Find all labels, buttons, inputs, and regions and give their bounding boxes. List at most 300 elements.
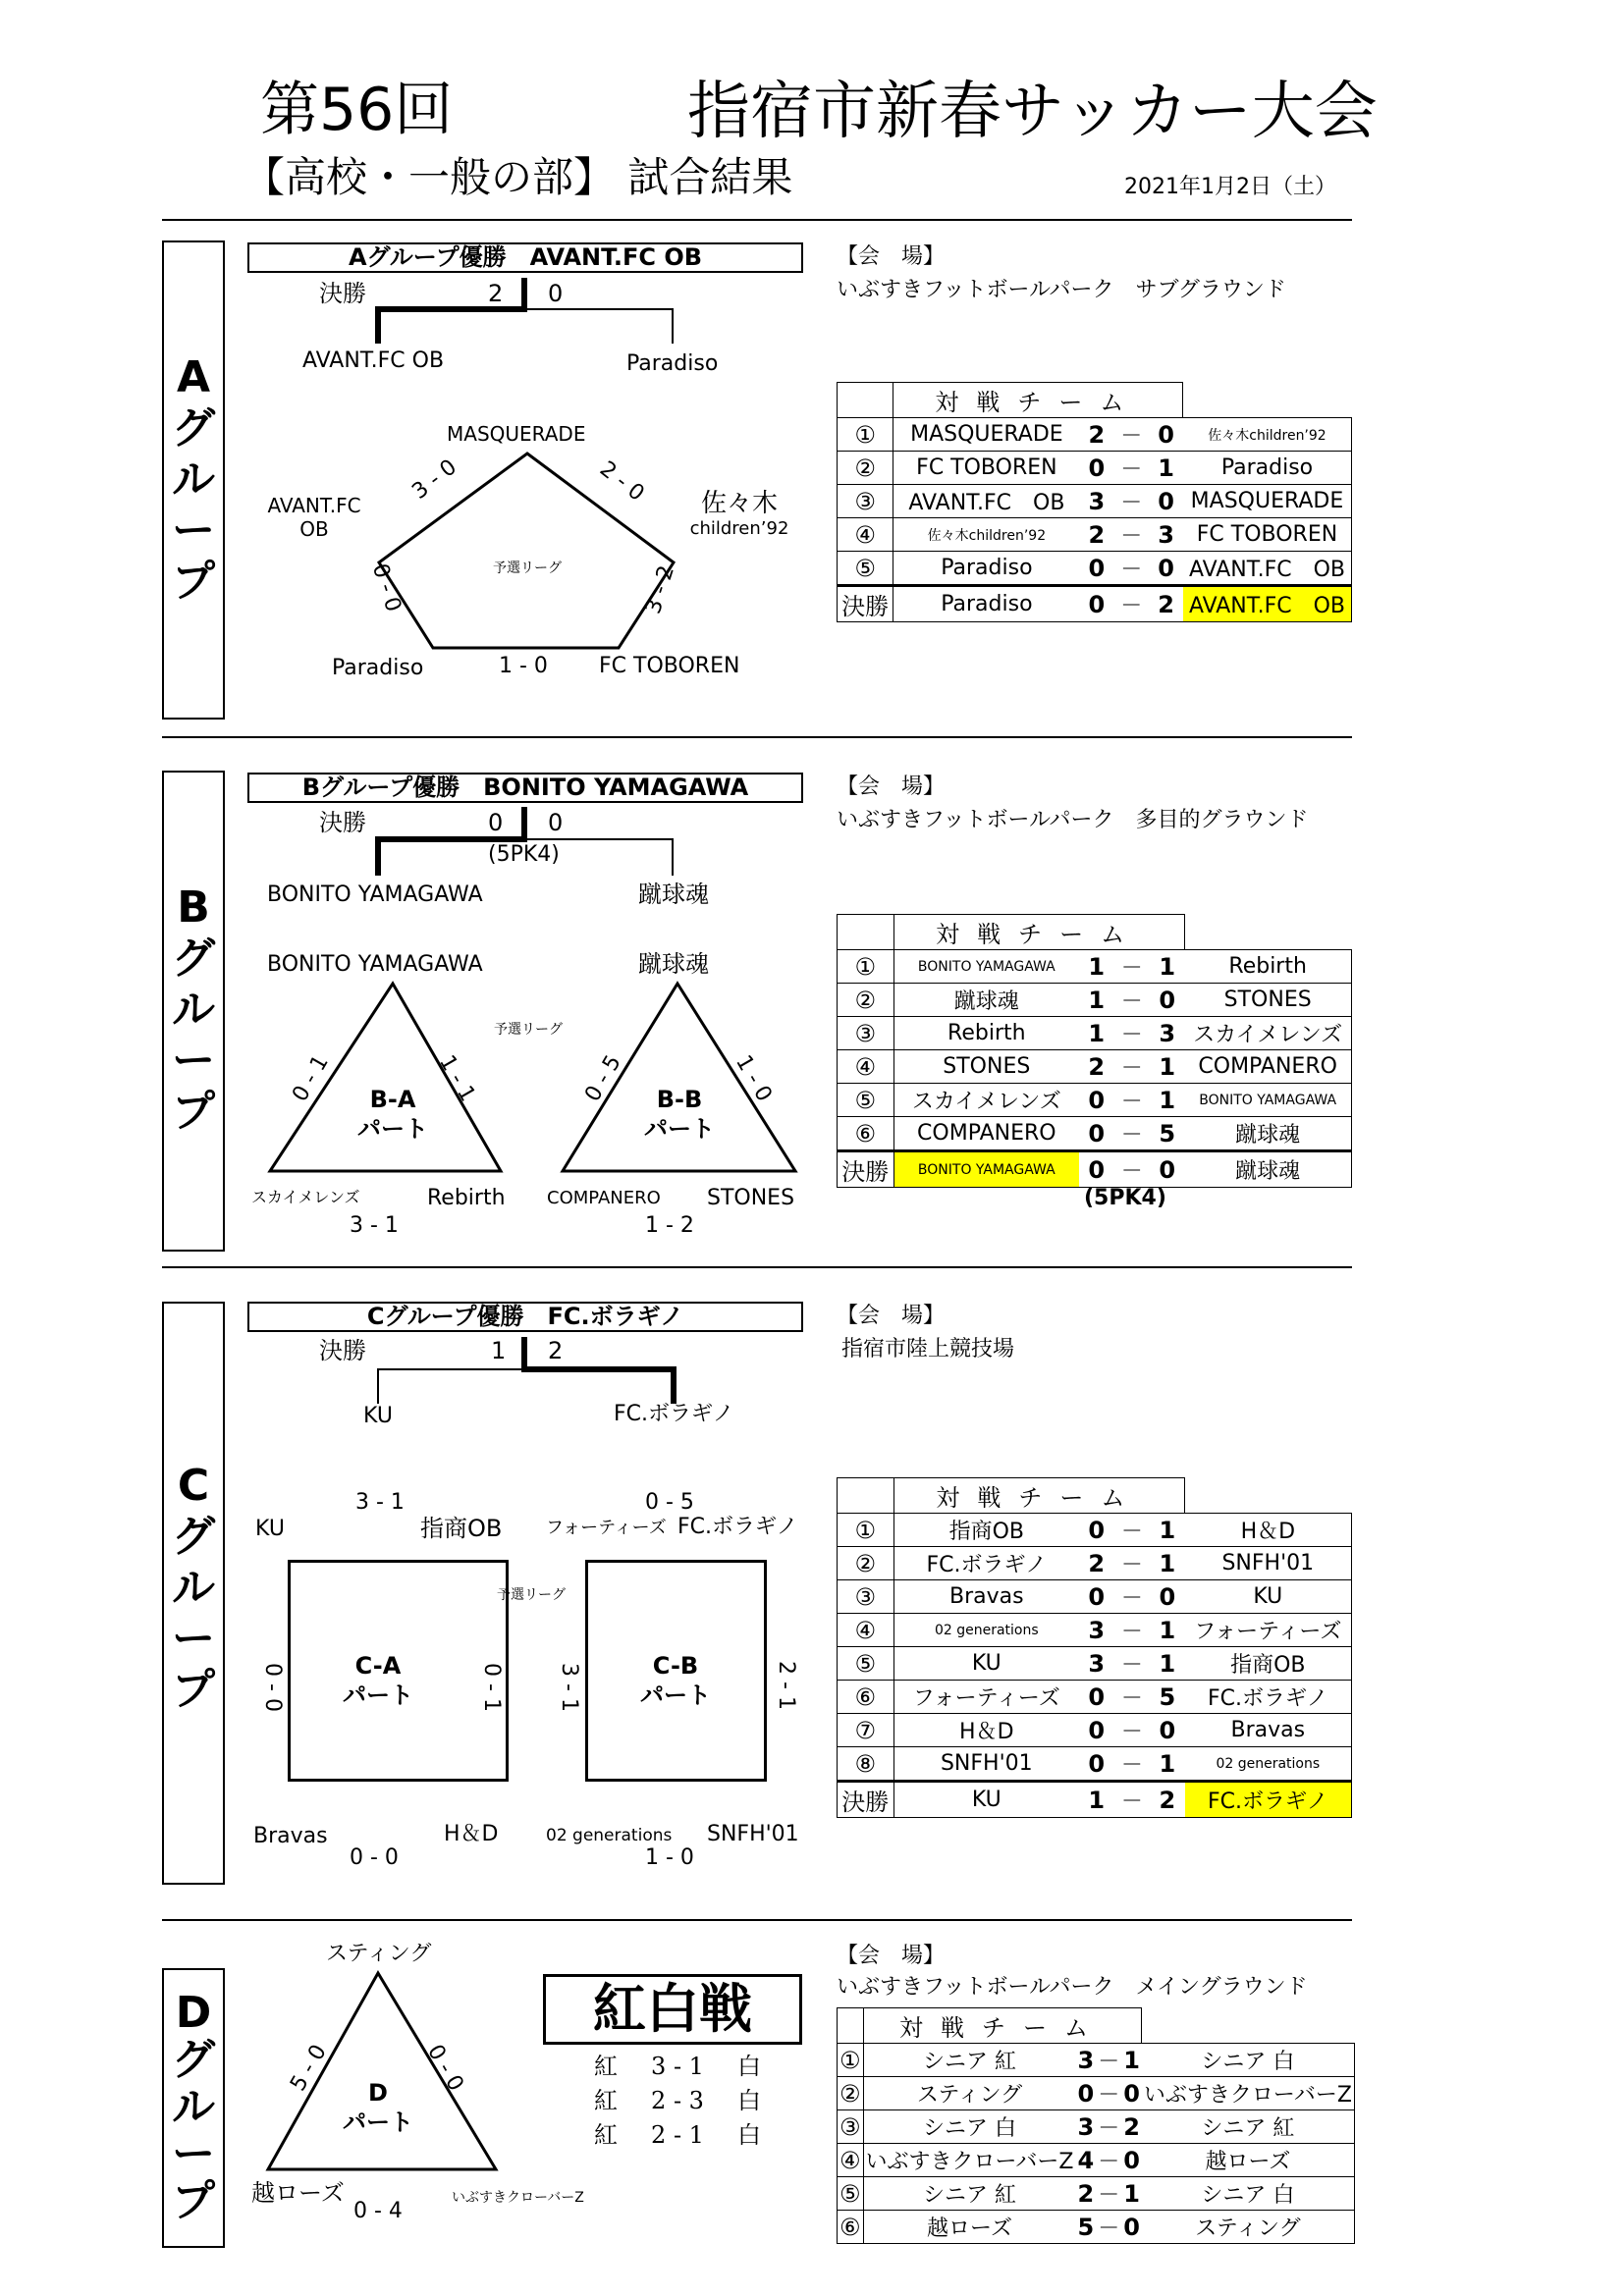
score-a: 3: [1076, 2110, 1097, 2144]
team-a: 蹴球魂: [893, 984, 1079, 1017]
score-b: 1: [1121, 2177, 1142, 2211]
group-c-results-table: [837, 1477, 1352, 1818]
score-b: 3: [1150, 1017, 1184, 1050]
score-a: 0: [1079, 1714, 1113, 1747]
score-a: 0: [1079, 1747, 1113, 1782]
score-dash: －: [1113, 1782, 1150, 1818]
group-a-side-label: A グ ル ー プ: [162, 240, 225, 720]
score-dash: －: [1113, 418, 1149, 452]
match-number: 決勝: [838, 1782, 894, 1818]
score-dash: －: [1113, 1580, 1150, 1614]
score-dash: －: [1113, 552, 1149, 586]
score-b: 1: [1150, 1547, 1184, 1580]
tri-b-left-score: 0 - 5: [580, 1050, 626, 1106]
tri-b-bottom-right-team: STONES: [707, 1186, 795, 1210]
table-row: [838, 586, 1352, 622]
table-header: 対戦チーム: [893, 1478, 1185, 1514]
table-row: [838, 2077, 1355, 2110]
team-b: SNFH'01: [1185, 1547, 1352, 1580]
team-a: フォーティーズ: [893, 1681, 1079, 1714]
c-a-left-score: 0 - 0: [259, 1663, 285, 1712]
score-b: 0: [1149, 485, 1183, 518]
team-b: 佐々木children’92: [1183, 418, 1352, 452]
table-row: [838, 984, 1352, 1017]
league-label: 予選リーグ: [493, 561, 562, 576]
table-row: [838, 2211, 1355, 2244]
table-row: [838, 1117, 1352, 1151]
score-dash: －: [1096, 2144, 1121, 2177]
group-a-results-table: [837, 382, 1352, 622]
table-row: [838, 1151, 1352, 1188]
team-a: Rebirth: [893, 1017, 1079, 1050]
team-b: 02 generations: [1185, 1747, 1352, 1782]
team-a: 02 generations: [893, 1614, 1079, 1647]
team-b: MASQUERADE: [1183, 485, 1352, 518]
divider: [162, 1266, 1352, 1268]
score-dash: －: [1096, 2077, 1121, 2110]
score-b: 3: [1149, 518, 1183, 552]
table-row: [838, 518, 1352, 552]
table-row: [838, 1580, 1352, 1614]
match-number: ⑤: [838, 552, 893, 586]
match-number: ③: [838, 1017, 894, 1050]
divider: [162, 219, 1352, 221]
team-b: Bravas: [1185, 1714, 1352, 1747]
date-label: 2021年1月2日（土）: [1124, 175, 1336, 199]
score-a: 2: [1079, 418, 1113, 452]
c-a-bottom-right-team: H＆D: [444, 1822, 499, 1846]
score-dash: －: [1113, 1714, 1150, 1747]
table-header: 対戦チーム: [893, 383, 1183, 418]
score-a: 2: [1079, 1050, 1113, 1084]
kohaku-list: 紅 3 - 1 白 紅 2 - 3 白 紅 2 - 1 白: [594, 2053, 761, 2149]
team-b: FC.ボラギノ: [1185, 1681, 1352, 1714]
tri-b-top-team: 蹴球魂: [638, 950, 709, 978]
team-a: KU: [893, 1782, 1079, 1818]
venue-name: 指宿市陸上競技場: [841, 1337, 1015, 1362]
table-row: [838, 950, 1352, 984]
score-a: 0: [1079, 1117, 1113, 1151]
team-a: FC TOBOREN: [893, 452, 1080, 485]
final-left-team: BONITO YAMAGAWA: [267, 882, 483, 907]
tri-a-left-score: 0 - 1: [288, 1050, 334, 1106]
team-b: COMPANERO: [1184, 1050, 1351, 1084]
c-a-right-score: 0 - 1: [478, 1663, 504, 1712]
c-a-top-left-team: KU: [255, 1517, 285, 1541]
c-b-top-score: 0 - 5: [645, 1490, 694, 1515]
pent-bottom-left-team: Paradiso: [332, 656, 424, 680]
c-b-left-score: 3 - 1: [556, 1663, 581, 1712]
score-b: 1: [1150, 1050, 1184, 1084]
score-dash: －: [1113, 1117, 1150, 1151]
score-dash: －: [1096, 2110, 1121, 2144]
team-a: MASQUERADE: [893, 418, 1080, 452]
score-dash: －: [1113, 1084, 1150, 1117]
table-row: [838, 1017, 1352, 1050]
c-b-bottom-right-team: SNFH'01: [707, 1822, 799, 1846]
table-row: [838, 1547, 1352, 1580]
c-b-top-right-team: FC.ボラギノ: [677, 1515, 798, 1539]
team-a: BONITO YAMAGAWA: [893, 950, 1079, 984]
score-dash: －: [1113, 1614, 1150, 1647]
match-number: ①: [838, 1514, 894, 1547]
final-right-team: FC.ボラギノ: [614, 1402, 734, 1426]
final-right-score: 0: [548, 280, 564, 307]
team-a: STONES: [893, 1050, 1079, 1084]
score-dash: －: [1113, 586, 1149, 622]
score-a: 0: [1079, 1151, 1113, 1188]
score-a: 1: [1079, 1017, 1113, 1050]
team-a: いぶすきクローバーZ: [863, 2144, 1075, 2177]
team-b: シニア 紅: [1142, 2110, 1354, 2144]
c-a-top-right-team: 指商OB: [420, 1515, 503, 1542]
final-left-team: AVANT.FC OB: [302, 348, 445, 373]
table-header: 対戦チーム: [863, 2008, 1142, 2044]
match-number: ⑤: [838, 1647, 894, 1681]
team-b: 蹴球魂: [1184, 1117, 1351, 1151]
tri-b-bottom-score: 1 - 2: [645, 1213, 694, 1238]
match-number: 決勝: [838, 586, 893, 622]
score-left: 0 - 0: [366, 561, 406, 615]
divider: [162, 736, 1352, 738]
team-b: いぶすきクローバーZ: [1142, 2077, 1354, 2110]
team-b: 越ローズ: [1142, 2144, 1354, 2177]
team-b: 蹴球魂: [1184, 1151, 1351, 1188]
group-c-side-label: C グ ル ー プ: [162, 1302, 225, 1885]
team-b: BONITO YAMAGAWA: [1184, 1084, 1351, 1117]
table-corner: [838, 2008, 864, 2044]
score-a: 1: [1079, 1782, 1113, 1818]
table-row: [838, 1747, 1352, 1782]
team-b: Rebirth: [1184, 950, 1351, 984]
league-label: 予選リーグ: [497, 1587, 566, 1603]
score-a: 3: [1079, 485, 1113, 518]
team-b: FC TOBOREN: [1183, 518, 1352, 552]
c-a-bottom-score: 0 - 0: [350, 1845, 399, 1870]
score-dash: －: [1096, 2211, 1121, 2244]
score-dash: －: [1113, 984, 1150, 1017]
c-a-top-score: 3 - 1: [355, 1490, 405, 1515]
group-b-side-label: B グ ル ー プ: [162, 771, 225, 1252]
c-b-bottom-left-team: 02 generations: [546, 1826, 673, 1845]
table-row: [838, 552, 1352, 586]
team-a: Paradiso: [893, 586, 1080, 622]
final-label: 決勝: [319, 1337, 366, 1364]
score-dash: －: [1113, 1514, 1150, 1547]
team-b: シニア 白: [1142, 2044, 1354, 2077]
venue-name: いぶすきフットボールパーク 多目的グラウンド: [837, 808, 1309, 832]
match-number: ②: [838, 452, 893, 485]
match-number: ④: [838, 1050, 894, 1084]
table-header: 対戦チーム: [893, 915, 1184, 950]
table-row: [838, 1714, 1352, 1747]
team-a: Paradiso: [893, 552, 1080, 586]
score-dash: －: [1113, 1017, 1150, 1050]
team-a: シニア 紅: [863, 2177, 1075, 2211]
c-a-name: C-A パート: [343, 1652, 413, 1709]
score-b: 0: [1121, 2211, 1142, 2244]
score-b: 0: [1150, 1151, 1184, 1188]
team-a: シニア 白: [863, 2110, 1075, 2144]
match-number: ④: [838, 2144, 864, 2177]
team-b: スティング: [1142, 2211, 1354, 2244]
table-row: [838, 1782, 1352, 1818]
score-a: 2: [1079, 1547, 1113, 1580]
table-row: [838, 1050, 1352, 1084]
score-dash: －: [1113, 452, 1149, 485]
final-right-team: Paradiso: [626, 351, 719, 376]
team-a: シニア 紅: [863, 2044, 1075, 2077]
score-a: 2: [1076, 2177, 1097, 2211]
team-b: AVANT.FC OB: [1183, 552, 1352, 586]
team-b: Paradiso: [1183, 452, 1352, 485]
table-row: [838, 2110, 1355, 2144]
score-bottom: 1 - 0: [499, 654, 548, 678]
score-dash: －: [1113, 1681, 1150, 1714]
venue-label: 【会 場】: [837, 244, 946, 269]
team-b: KU: [1185, 1580, 1352, 1614]
team-a: スカイメレンズ: [893, 1084, 1079, 1117]
score-dash: －: [1113, 1050, 1150, 1084]
table-row: [838, 1681, 1352, 1714]
pk-under-table: (5PK4): [1084, 1186, 1166, 1210]
pent-top-team: MASQUERADE: [447, 422, 586, 446]
team-a: KU: [893, 1647, 1079, 1681]
d-left-score: 5 - 0: [286, 2040, 332, 2096]
match-number: 決勝: [838, 1151, 894, 1188]
score-a: 0: [1079, 552, 1113, 586]
match-number: ②: [838, 2077, 864, 2110]
group-c-champion: Cグループ優勝 FC.ボラギノ: [247, 1302, 803, 1332]
final-right-team: 蹴球魂: [638, 881, 709, 908]
match-number: ⑦: [838, 1714, 894, 1747]
table-corner: [838, 1478, 894, 1514]
divider: [162, 1919, 1352, 1921]
team-b: スカイメレンズ: [1184, 1017, 1351, 1050]
final-right-score: 0: [548, 809, 564, 836]
score-dash: －: [1113, 518, 1149, 552]
team-a: Bravas: [893, 1580, 1079, 1614]
d-bottom-score: 0 - 4: [353, 2199, 403, 2223]
score-a: 0: [1079, 586, 1113, 622]
final-left-score: 0: [488, 809, 504, 836]
page-title: 指宿市新春サッカー大会: [687, 76, 1378, 148]
pent-left-team: AVANT.FC OB: [267, 494, 361, 541]
match-number: ⑥: [838, 2211, 864, 2244]
score-b: 5: [1150, 1681, 1184, 1714]
table-row: [838, 1647, 1352, 1681]
final-right-score: 2: [548, 1337, 564, 1364]
pent-right-team: 佐々木 children’92: [689, 489, 789, 539]
score-top-right: 2 - 0: [594, 456, 649, 507]
d-right-score: 0 - 0: [422, 2040, 468, 2096]
tri-b-bottom-left-team: COMPANERO: [547, 1188, 661, 1208]
group-d-side-label: D グ ル ー プ: [162, 1968, 225, 2248]
final-left-team: KU: [363, 1404, 393, 1428]
score-b: 2: [1150, 1782, 1184, 1818]
table-row: [838, 1514, 1352, 1547]
score-dash: －: [1113, 485, 1149, 518]
c-b-top-left-team: フォーティーズ: [546, 1518, 667, 1538]
venue-label: 【会 場】: [837, 1304, 946, 1328]
team-a: COMPANERO: [893, 1117, 1079, 1151]
team-a: FC.ボラギノ: [893, 1547, 1079, 1580]
venue-name: いぶすきフットボールパーク サブグラウンド: [837, 278, 1286, 302]
match-number: ③: [838, 485, 893, 518]
final-label: 決勝: [319, 809, 366, 836]
edition-label: 第56回: [260, 76, 454, 144]
score-a: 3: [1079, 1647, 1113, 1681]
group-a-champion: Aグループ優勝 AVANT.FC OB: [247, 242, 803, 273]
team-b: AVANT.FC OB: [1183, 586, 1352, 622]
match-number: ③: [838, 2110, 864, 2144]
match-number: ⑥: [838, 1117, 894, 1151]
c-a-bottom-left-team: Bravas: [253, 1824, 328, 1848]
group-d-results-table: [837, 2007, 1355, 2244]
table-row: [838, 2177, 1355, 2211]
score-b: 0: [1149, 552, 1183, 586]
match-number: ④: [838, 1614, 894, 1647]
score-b: 1: [1150, 1514, 1184, 1547]
score-a: 4: [1076, 2144, 1097, 2177]
team-a: SNFH'01: [893, 1747, 1079, 1782]
score-b: 1: [1121, 2044, 1142, 2077]
score-dash: －: [1113, 1151, 1150, 1188]
table-row: [838, 1614, 1352, 1647]
final-pk-label: (5PK4): [488, 842, 560, 867]
page-subtitle: 【高校・一般の部】 試合結果: [244, 153, 793, 201]
score-dash: －: [1113, 950, 1150, 984]
team-a: H＆D: [893, 1714, 1079, 1747]
team-a: スティング: [863, 2077, 1075, 2110]
tri-a-bottom-score: 3 - 1: [350, 1213, 399, 1238]
match-number: ①: [838, 418, 893, 452]
table-row: [838, 485, 1352, 518]
score-a: 1: [1079, 950, 1113, 984]
score-dash: －: [1096, 2177, 1121, 2211]
score-b: 1: [1150, 1747, 1184, 1782]
match-number: ②: [838, 984, 894, 1017]
score-b: 0: [1150, 984, 1184, 1017]
final-label: 決勝: [319, 280, 366, 307]
team-a: 越ローズ: [863, 2211, 1075, 2244]
table-row: [838, 2144, 1355, 2177]
team-a: AVANT.FC OB: [893, 485, 1080, 518]
score-b: 1: [1149, 452, 1183, 485]
d-name: D パート: [343, 2079, 413, 2136]
match-number: ④: [838, 518, 893, 552]
team-a: 指商OB: [893, 1514, 1079, 1547]
team-b: シニア 白: [1142, 2177, 1354, 2211]
d-bottom-left-team: 越ローズ: [251, 2179, 345, 2207]
score-a: 0: [1079, 1514, 1113, 1547]
match-number: ③: [838, 1580, 894, 1614]
match-number: ②: [838, 1547, 894, 1580]
table-row: [838, 1084, 1352, 1117]
score-a: 0: [1079, 1084, 1113, 1117]
table-row: [838, 418, 1352, 452]
score-right: 3 - 2: [640, 562, 680, 617]
table-corner: [838, 915, 894, 950]
match-number: ⑥: [838, 1681, 894, 1714]
team-b: 指商OB: [1185, 1647, 1352, 1681]
score-a: 0: [1079, 452, 1113, 485]
d-top-team: スティング: [326, 1942, 432, 1966]
match-number: ⑧: [838, 1747, 894, 1782]
score-b: 0: [1121, 2077, 1142, 2110]
kohaku-title: 紅白戦: [543, 1974, 802, 2045]
match-number: ⑤: [838, 2177, 864, 2211]
team-b: フォーティーズ: [1185, 1614, 1352, 1647]
group-b-champion: Bグループ優勝 BONITO YAMAGAWA: [247, 773, 803, 803]
score-b: 0: [1150, 1580, 1184, 1614]
team-a: BONITO YAMAGAWA: [893, 1151, 1079, 1188]
score-b: 2: [1121, 2110, 1142, 2144]
team-b: STONES: [1184, 984, 1351, 1017]
tri-b-name: B-B パート: [644, 1086, 715, 1143]
tri-a-name: B-A パート: [357, 1086, 428, 1143]
final-left-score: 1: [491, 1337, 507, 1364]
score-a: 3: [1076, 2044, 1097, 2077]
c-b-right-score: 2 - 1: [773, 1661, 798, 1710]
score-a: 0: [1076, 2077, 1097, 2110]
score-a: 0: [1079, 1681, 1113, 1714]
table-row: [838, 2044, 1355, 2077]
pent-bottom-right-team: FC TOBOREN: [599, 654, 740, 678]
match-number: ⑤: [838, 1084, 894, 1117]
score-b: 1: [1150, 1614, 1184, 1647]
team-b: H＆D: [1185, 1514, 1352, 1547]
venue-label: 【会 場】: [837, 1944, 946, 1968]
d-bottom-right-team: いぶすきクローバーZ: [452, 2190, 584, 2206]
score-a: 1: [1079, 984, 1113, 1017]
score-b: 2: [1149, 586, 1183, 622]
league-label: 予選リーグ: [494, 1022, 563, 1038]
c-b-bottom-score: 1 - 0: [645, 1845, 694, 1870]
match-number: ①: [838, 2044, 864, 2077]
venue-label: 【会 場】: [837, 774, 946, 799]
score-dash: －: [1096, 2044, 1121, 2077]
tri-b-right-score: 1 - 0: [731, 1050, 777, 1106]
score-a: 2: [1079, 518, 1113, 552]
match-number: ①: [838, 950, 894, 984]
score-b: 0: [1150, 1714, 1184, 1747]
venue-name: いぶすきフットボールパーク メイングラウンド: [837, 1975, 1308, 2000]
score-a: 0: [1079, 1580, 1113, 1614]
table-row: [838, 452, 1352, 485]
score-b: 1: [1150, 950, 1184, 984]
score-b: 1: [1150, 1084, 1184, 1117]
score-dash: －: [1113, 1747, 1150, 1782]
team-b: FC.ボラギノ: [1185, 1782, 1352, 1818]
tri-a-bottom-right-team: Rebirth: [427, 1186, 506, 1210]
score-a: 5: [1076, 2211, 1097, 2244]
c-b-name: C-B パート: [640, 1652, 711, 1709]
score-a: 3: [1079, 1614, 1113, 1647]
tri-a-right-score: 1 - 1: [434, 1050, 480, 1106]
tri-a-bottom-left-team: スカイメレンズ: [251, 1188, 360, 1206]
score-dash: －: [1113, 1647, 1150, 1681]
score-b: 5: [1150, 1117, 1184, 1151]
score-b: 0: [1149, 418, 1183, 452]
score-top-left: 3 - 0: [407, 454, 462, 505]
score-b: 0: [1121, 2144, 1142, 2177]
score-b: 1: [1150, 1647, 1184, 1681]
table-corner: [838, 383, 893, 418]
team-a: 佐々木children’92: [893, 518, 1080, 552]
score-dash: －: [1113, 1547, 1150, 1580]
final-left-score: 2: [488, 280, 504, 307]
